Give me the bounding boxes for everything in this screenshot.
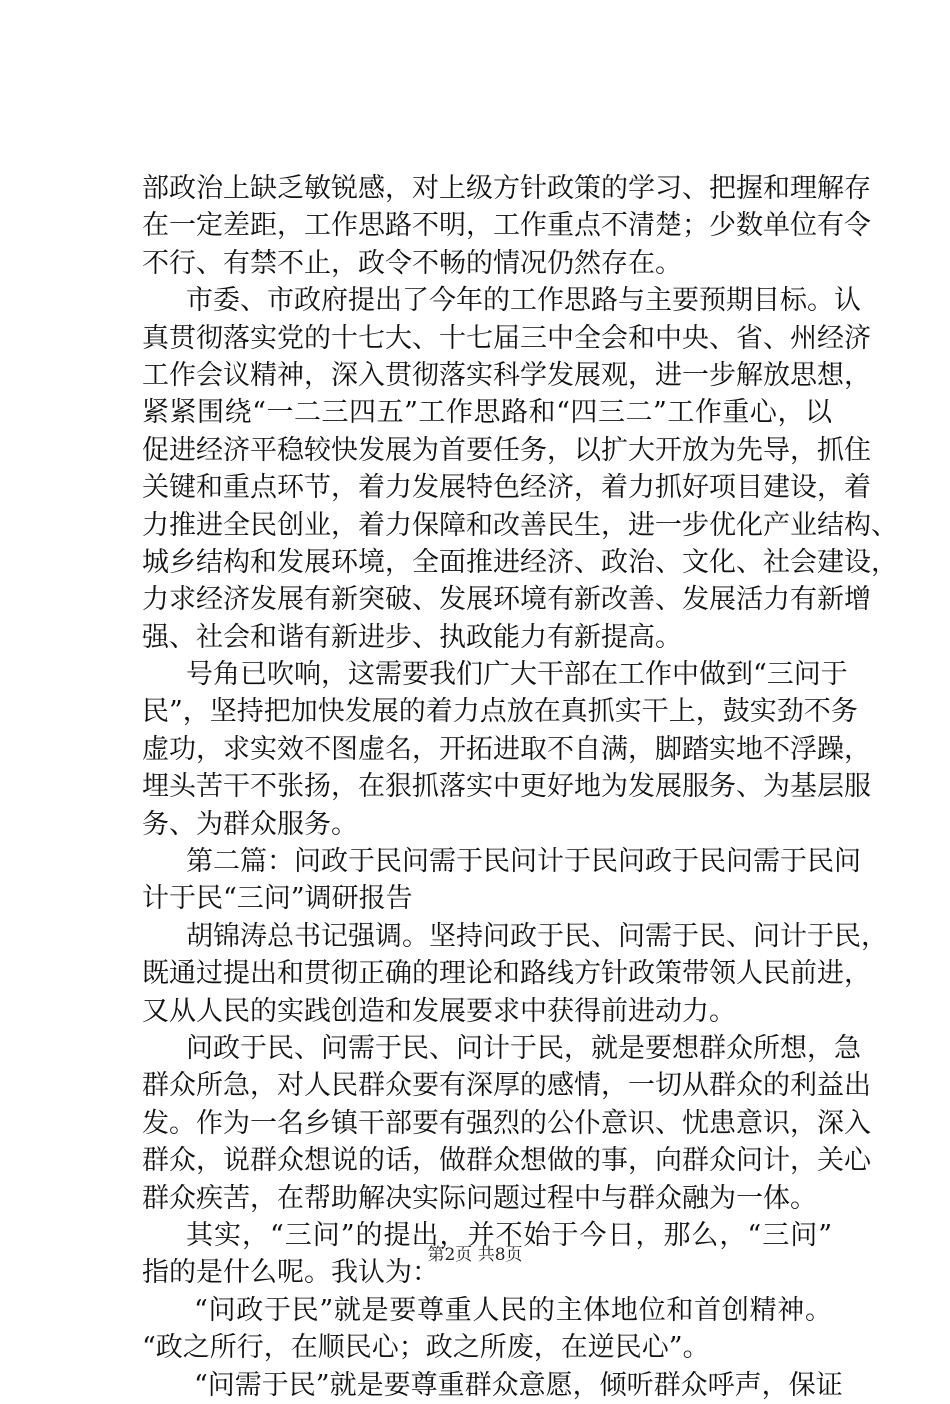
text-line: 又从人民的实践创造和发展要求中获得前进动力。 [142, 995, 736, 1027]
text-line: 务、为群众服务。 [142, 808, 358, 840]
text-line: 紧紧围绕“一二三四五”工作思路和“四三二”工作重心，以 [142, 397, 832, 429]
text-line: 胡锦涛总书记强调。坚持问政于民、问需于民、问计于民， [186, 920, 888, 952]
text-line: 力求经济发展有新突破、发展环境有新改善、发展活力有新增 [142, 584, 871, 616]
section-heading-line: 计于民“三问”调研报告 [142, 883, 413, 915]
text-line: 既通过提出和贯彻正确的理论和路线方针政策带领人民前进， [142, 958, 871, 990]
text-line: 群众，说群众想说的话，做群众想做的事，向群众问计，关心 [142, 1145, 871, 1177]
text-line: “问政于民”就是要尊重人民的主体地位和首创精神。 [194, 1294, 832, 1326]
text-line: 埋头苦干不张扬，在狠抓落实中更好地为发展服务、为基层服 [142, 771, 871, 803]
section-heading-line: 第二篇：问政于民问需于民问计于民问政于民问需于民问 [186, 846, 861, 878]
text-line: 发。作为一名乡镇干部要有强烈的公仆意识、忧患意识，深入 [142, 1107, 871, 1139]
text-line: 城乡结构和发展环境，全面推进经济、政治、文化、社会建设， [142, 546, 898, 578]
text-line: 力推进全民创业，着力保障和改善民生，进一步优化产业结构、 [142, 509, 898, 541]
text-line: 促进经济平稳较快发展为首要任务，以扩大开放为先导，抓住 [142, 434, 871, 466]
text-line: 虚功，求实效不图虚名，开拓进取不自满，脚踏实地不浮躁， [142, 733, 871, 765]
text-line: 指的是什么呢。我认为： [142, 1257, 439, 1289]
text-line: 强、社会和谐有新进步、执政能力有新提高。 [142, 621, 682, 653]
text-line: 不行、有禁不止，政令不畅的情况仍然存在。 [142, 247, 682, 279]
text-line: 其实，“三问”的提出，并不始于今日，那么，“三问” [186, 1219, 832, 1251]
text-line: 真贯彻落实党的十七大、十七届三中全会和中央、省、州经济 [142, 322, 871, 354]
text-line: 关键和重点环节，着力发展特色经济，着力抓好项目建设，着 [142, 472, 871, 504]
document-body [142, 170, 898, 1404]
page-number-footer: 第2页 共8页 [427, 1245, 523, 1265]
text-line: “问需于民”就是要尊重群众意愿，倾听群众呼声，保证 [194, 1369, 843, 1401]
text-line: “政之所行，在顺民心；政之所废，在逆民心”。 [142, 1332, 710, 1364]
text-line: 民”，坚持把加快发展的着力点放在真抓实干上，鼓实劲不务 [142, 696, 858, 728]
text-line: 群众所急，对人民群众要有深厚的感情，一切从群众的利益出 [142, 1070, 871, 1102]
text-line: 工作会议精神，深入贯彻落实科学发展观，进一步解放思想， [142, 359, 871, 391]
text-line: 群众疾苦，在帮助解决实际问题过程中与群众融为一体。 [142, 1182, 817, 1214]
text-line: 问政于民、问需于民、问计于民，就是要想群众所想，急 [186, 1032, 861, 1064]
text-line: 市委、市政府提出了今年的工作思路与主要预期目标。认 [186, 285, 861, 317]
text-line: 在一定差距，工作思路不明，工作重点不清楚；少数单位有令 [142, 210, 871, 242]
text-line: 部政治上缺乏敏锐感，对上级方针政策的学习、把握和理解存 [142, 173, 871, 204]
text-line: 号角已吹响，这需要我们广大干部在工作中做到“三问于 [186, 659, 848, 691]
